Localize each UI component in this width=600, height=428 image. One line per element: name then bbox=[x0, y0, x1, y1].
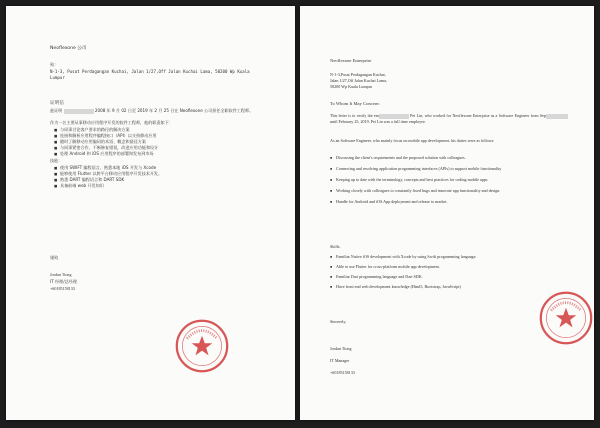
signer-phone: +60185158133 bbox=[50, 286, 75, 291]
skills-list bbox=[330, 254, 568, 290]
subject: 证明信 bbox=[50, 101, 64, 106]
address-line: N-1-3,Pusat Perdagangan Kuchai, bbox=[330, 72, 386, 77]
redaction-bar bbox=[64, 109, 94, 114]
list-item: ■ Have front end web development knowledge (Html5, Bootstrap, JavaScript) bbox=[330, 284, 568, 290]
list-item: ■ 与同事讨论客户要求的路径的解决方案 bbox=[54, 127, 264, 133]
closing: Sincerely, bbox=[330, 319, 347, 324]
list-item: ■ 能够使用 Flutter 以跨平台移动应用程序开发技术开发。 bbox=[54, 171, 264, 177]
intro-pre: 兹证明 bbox=[50, 108, 63, 113]
signer-phone: +60185158133 bbox=[330, 370, 355, 375]
company-seal-stamp bbox=[174, 318, 230, 374]
address-line: 58200 Wp Kuala Lumpur bbox=[330, 84, 373, 89]
closing: 谨致 bbox=[50, 255, 59, 260]
list-item: ■ 具备前端 web 开发知识 bbox=[54, 183, 264, 189]
greeting: To Whom It May Concern: bbox=[330, 101, 380, 106]
company-name: Neoflexone Enterprise bbox=[330, 58, 372, 63]
list-item: ■ 与同事紧密合作，不断修复错误，改进应用功能和设计 bbox=[54, 145, 264, 151]
intro-paragraph bbox=[330, 113, 568, 125]
list-item: ■ 随时了解移动应用编码的术语、概念和最佳方案 bbox=[54, 139, 264, 145]
intro-pre: This letter is to verify the em bbox=[330, 113, 379, 118]
intro-mid: Pei Lin, who worked for Neoflexone Enterprise as a Software Engineer from Sep bbox=[410, 113, 546, 118]
duties-list bbox=[330, 155, 568, 205]
list-item: ■ 连接和解析应用程序编程接口（API）以支持移动应用 bbox=[54, 133, 264, 139]
address: N-1-3, Pusat Perdagangan Kuchai, Jalan 1/27,Off Jalan Kuchai Lama, 58200 Wp Kuala Lumpur bbox=[50, 69, 250, 80]
list-item: ■ Able to use Flutter for cross-platform mobile app development. bbox=[330, 264, 568, 270]
skills-label: 技能： bbox=[50, 158, 63, 163]
duties-intro: As an Software Engineer, who mainly focus on mobile app development, his duties were as follows: bbox=[330, 138, 495, 143]
signer-name: Jordan Tiong bbox=[330, 346, 352, 351]
skills-list bbox=[54, 165, 264, 189]
company-name: Neoflexone 公司 bbox=[50, 46, 87, 51]
letter-page-english bbox=[300, 6, 594, 420]
intro-post: 2008 年 9 月 02 日至 2019 年 2 月 25 日在 Neoflexone 公司担任全职软件工程师。 bbox=[94, 108, 254, 113]
letter-page-chinese bbox=[6, 6, 295, 420]
list-item: ■ 熟悉 DART 编程语言和 DART SDK bbox=[54, 177, 264, 183]
signer-name: Jordan Tiong bbox=[50, 272, 72, 277]
intro-post: until February 25, 2019. Pei Lin was a full time employee. bbox=[330, 119, 426, 124]
duties-list bbox=[54, 127, 264, 157]
redaction-bar bbox=[546, 114, 568, 119]
list-item: ■ 处理 Android 和 iOS 应用程序的部署和发布到市场 bbox=[54, 151, 264, 157]
signer-title: IT 经理/总经理 bbox=[50, 279, 77, 284]
signer-title: IT Manager bbox=[330, 358, 350, 363]
list-item: ■ Handle for Android and iOS App deployment and release to market. bbox=[330, 199, 568, 205]
list-item: ■ Familiar Dart programming language and Dart SDK. bbox=[330, 274, 568, 280]
list-item: ■ Keeping up to date with the terminology, concepts and best practices for coding mobile apps bbox=[330, 177, 568, 183]
intro-paragraph bbox=[50, 108, 262, 114]
company-seal-stamp bbox=[538, 290, 594, 346]
list-item: ■ 使用 SWIFT 编程语言，熟悉本地 iOS 开发与 Xcode bbox=[54, 165, 264, 171]
list-item: ■ Connecting and resolving application programming interfaces (APIs) to support mobile functionality bbox=[330, 166, 568, 172]
redaction-bar bbox=[379, 114, 409, 119]
list-item: ■ Working closely with colleagues to constantly fixed bugs and innovate app functionality and design. bbox=[330, 188, 568, 194]
address-line: Jalan 1/27,Off Jalan Kuchai Lama, bbox=[330, 78, 387, 83]
duties-intro: 作为一名主要从事移动应用程序开发的软件工程师，他的职责如下： bbox=[50, 120, 173, 125]
skills-label: Skills: bbox=[330, 244, 341, 249]
list-item: ■ Familiar Native iOS development with Xcode by using Swift programming language. bbox=[330, 254, 568, 260]
to-label: 致： bbox=[50, 62, 59, 67]
list-item: ■ Discussing the client's requirements and the proposed solution with colleagues. bbox=[330, 155, 568, 161]
